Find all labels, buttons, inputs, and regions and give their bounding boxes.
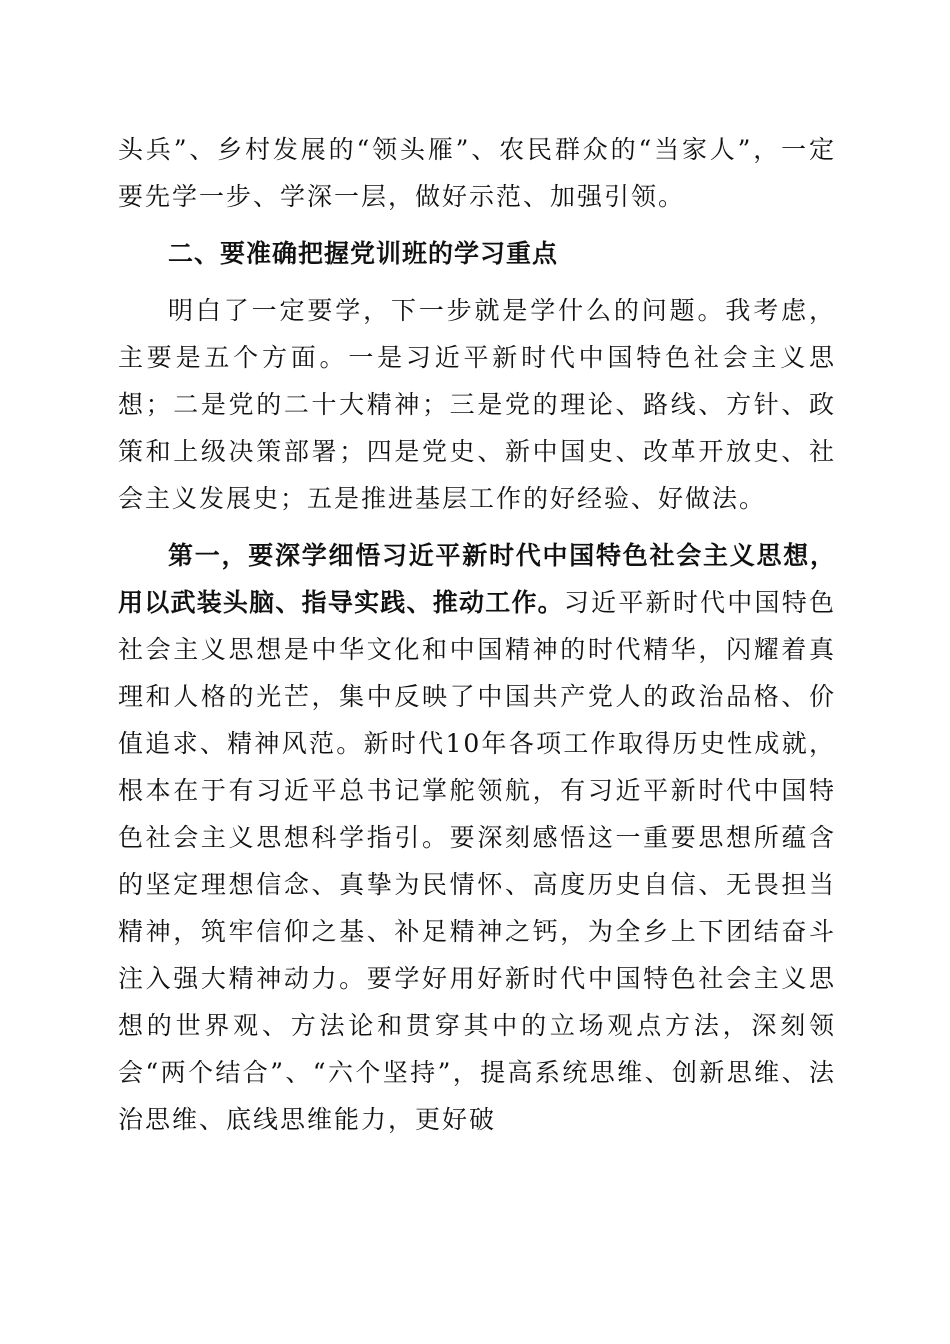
paragraph-gap — [118, 277, 836, 287]
section-heading: 二、要准确把握党训班的学习重点 — [168, 239, 559, 268]
paragraph-study-focus: 明白了一定要学，下一步就是学什么的问题。我考虑，主要是五个方面。一是习近平新时代中国特色社会主义思想；二是党的二十大精神；三是党的理论、路线、方针、政策和上级决策部署；四是党史、新中国史、改革开放史、社会主义发展史；五是推进基层工作的好经验、好做法。 — [118, 296, 836, 513]
paragraph-first-point — [118, 532, 836, 1143]
first-point-body: 习近平新时代中国特色社会主义思想是中华文化和中国精神的时代精华，闪耀着真理和人格的光芒，集中反映了中国共产党人的政治品格、价值追求、精神风范。新时代10年各项工作取得历史性成就，根本在于有习近平总书记掌舵领航，有习近平新时代中国特色社会主义思想科学指引。要深刻感悟这一重要思想所蕴含的坚定理想信念、真挚为民情怀、高度历史自信、无畏担当精神，筑牢信仰之基、补足精神之钙，为全乡上下团结奋斗注入强大精神动力。要学好用好新时代中国特色社会主义思想的世界观、方法论和贯穿其中的立场观点方法，深刻领会“两个结合”、“六个坚持”，提高系统思维、创新思维、法治思维、底线思维能力，更好破 — [118, 588, 836, 1134]
document-body — [118, 126, 836, 1143]
first-point-lead: 第一，要深学细悟习近平新时代中国特色社会主义思想，用以武装头脑、指导实践、推动工作。 — [118, 541, 836, 617]
paragraph-gap — [118, 522, 836, 532]
paragraph-gap — [118, 220, 836, 230]
paragraph-continuation: 头兵”、乡村发展的“领头雁”、农民群众的“当家人”，一定要先学一步、学深一层，做好示范、加强引领。 — [118, 135, 836, 211]
